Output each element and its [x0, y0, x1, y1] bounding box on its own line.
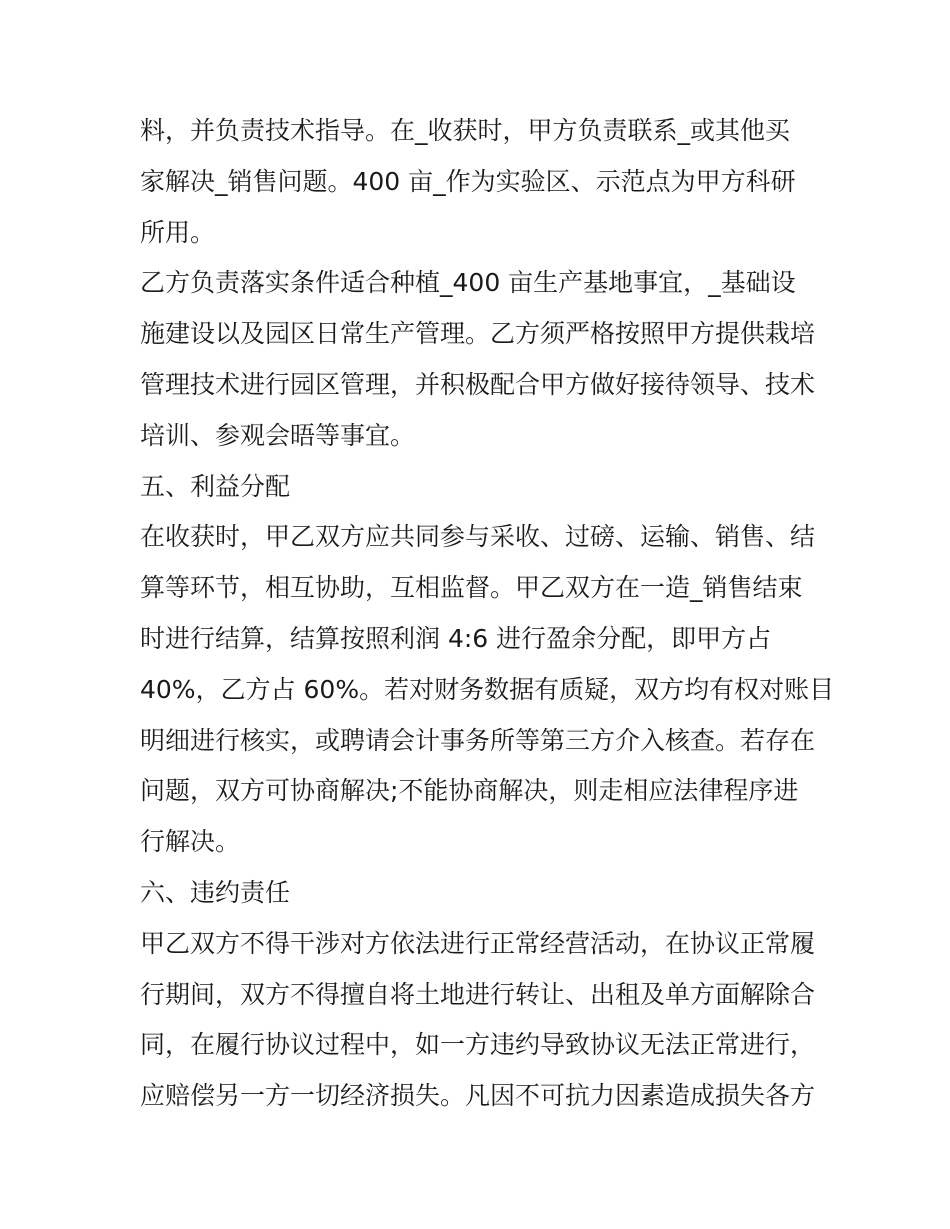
text-line: 施建设以及园区日常生产管理。乙方须严格按照甲方提供栽培 — [140, 319, 816, 349]
text-line: 培训、参观会晤等事宜。 — [140, 420, 416, 450]
text-line: 行解决。 — [140, 827, 241, 857]
section-heading-liability: 六、违约责任 — [140, 877, 291, 907]
text-line: 40%，乙方占 60%。若对财务数据有质疑，双方均有权对账目 — [140, 674, 835, 704]
text-line: 行期间，双方不得擅自将土地进行转让、出租及单方面解除合 — [140, 979, 816, 1009]
text-line: 管理技术进行园区管理，并积极配合甲方做好接待领导、技术 — [140, 369, 816, 399]
text-line: 问题，双方可协商解决;不能协商解决，则走相应法律程序进 — [140, 776, 799, 806]
text-line: 甲乙双方不得干涉对方依法进行正常经营活动，在协议正常履 — [140, 928, 816, 958]
text-line: 在收获时，甲乙双方应共同参与采收、过磅、运输、销售、结 — [140, 522, 816, 552]
text-line: 算等环节，相互协助，互相监督。甲乙双方在一造_销售结束 — [140, 573, 803, 603]
text-line: 乙方负责落实条件适合种植_400 亩生产基地事宜，_基础设 — [140, 268, 796, 298]
section-heading-profit-distribution: 五、利益分配 — [140, 471, 291, 501]
text-line: 应赔偿另一方一切经济损失。凡因不可抗力因素造成损失各方 — [140, 1081, 816, 1111]
text-line: 时进行结算，结算按照利润 4:6 进行盈余分配，即甲方占 — [140, 623, 772, 653]
document-body — [140, 106, 835, 1122]
text-line: 明细进行核实，或聘请会计事务所等第三方介入核查。若存在 — [140, 725, 816, 755]
text-line: 料，并负责技术指导。在_收获时，甲方负责联系_或其他买 — [140, 116, 791, 145]
text-line: 所用。 — [140, 217, 216, 247]
text-line: 同，在履行协议过程中，如一方违约导致协议无法正常进行， — [140, 1030, 816, 1060]
text-line: 家解决_销售问题。400 亩_作为实验区、示范点为甲方科研 — [140, 166, 796, 196]
